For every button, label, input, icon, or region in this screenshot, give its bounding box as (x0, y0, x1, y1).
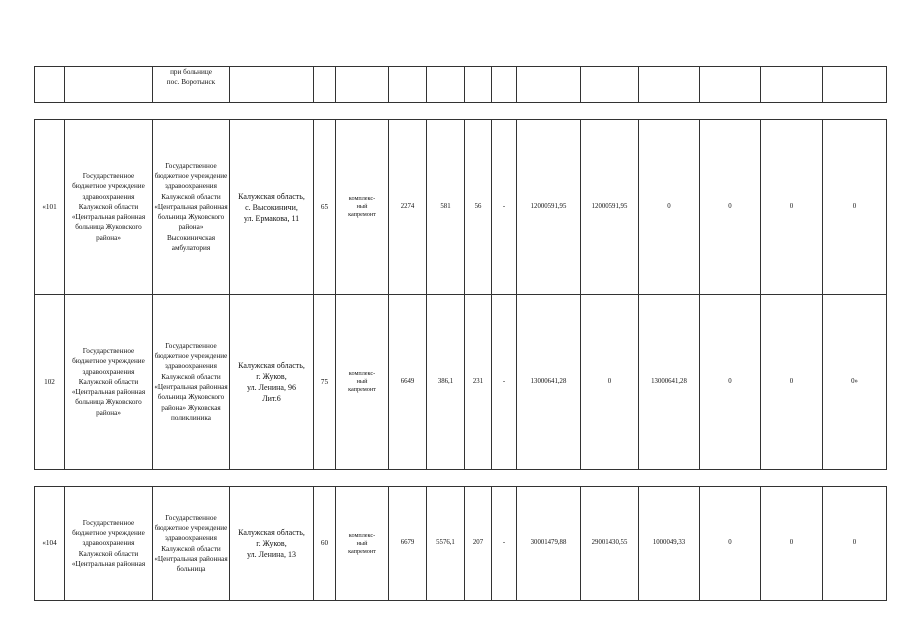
cell-number: «104 (35, 487, 65, 601)
cell-reg (639, 67, 700, 103)
cell-reg: 1000049,33 (639, 487, 700, 601)
cell-number: «101 (35, 120, 65, 295)
cell-c2: 386,1 (427, 295, 465, 470)
cell-v1 (700, 67, 761, 103)
cell-c4: - (492, 487, 517, 601)
cell-customer: Государственное бюджетное учреждение здравоохранения Калужской области «Центральная районная больница Жуковского района» (65, 295, 153, 470)
cell-number: 102 (35, 295, 65, 470)
cell-work-type: комплекс- ный капремонт (336, 295, 389, 470)
cell-facility: Государственное бюджетное учреждение здравоохранения Калужской области «Центральная районная больница Жуковского района» Высокиничская амбулатория (153, 120, 230, 295)
cell-facility: при больнице пос. Воротынск (153, 67, 230, 103)
cell-work-type (336, 67, 389, 103)
cell-c3: 207 (465, 487, 492, 601)
cell-customer (65, 67, 153, 103)
cell-reg: 13000641,28 (639, 295, 700, 470)
cell-v1: 0 (700, 120, 761, 295)
cell-c2: 581 (427, 120, 465, 295)
cell-number (35, 67, 65, 103)
cell-c2 (427, 67, 465, 103)
cell-c3: 56 (465, 120, 492, 295)
cell-v2 (761, 67, 823, 103)
cell-total (517, 67, 581, 103)
cell-total: 13000641,28 (517, 295, 581, 470)
table-row (35, 67, 887, 103)
cell-fed: 29001430,55 (581, 487, 639, 601)
cell-c2: 5576,1 (427, 487, 465, 601)
cell-customer: Государственное бюджетное учреждение здравоохранения Калужской области «Центральная районная больница Жуковского района» (65, 120, 153, 295)
cell-year: 65 (314, 120, 336, 295)
cell-v2: 0 (761, 120, 823, 295)
cell-v3: 0 (823, 120, 887, 295)
table-row (35, 120, 887, 295)
cell-address: Калужская область, г. Жуков, ул. Ленина, 96 Лит.6 (230, 295, 314, 470)
cell-total: 30001479,88 (517, 487, 581, 601)
cell-c4 (492, 67, 517, 103)
cell-year (314, 67, 336, 103)
cell-v2: 0 (761, 295, 823, 470)
cell-c4: - (492, 120, 517, 295)
cell-facility: Государственное бюджетное учреждение здравоохранения Калужской области «Центральная районная больница Жуковского района» Жуковская поликлиника (153, 295, 230, 470)
cell-v3: 0» (823, 295, 887, 470)
table-row (35, 487, 887, 601)
cell-total: 12000591,95 (517, 120, 581, 295)
cell-facility: Государственное бюджетное учреждение здравоохранения Калужской области «Центральная районная больница (153, 487, 230, 601)
cell-c1: 6649 (389, 295, 427, 470)
cell-fed: 0 (581, 295, 639, 470)
cell-fed (581, 67, 639, 103)
cell-reg: 0 (639, 120, 700, 295)
cell-address: Калужская область, с. Высокиничи, ул. Ермакова, 11 (230, 120, 314, 295)
cell-address: Калужская область, г. Жуков, ул. Ленина, 13 (230, 487, 314, 601)
cell-c1 (389, 67, 427, 103)
cell-customer: Государственное бюджетное учреждение здравоохранения Калужской области «Центральная районная (65, 487, 153, 601)
cell-v1: 0 (700, 295, 761, 470)
table-fragment-main (34, 119, 887, 470)
cell-c1: 6679 (389, 487, 427, 601)
cell-work-type: комплекс- ный капремонт (336, 487, 389, 601)
table-fragment-top (34, 66, 887, 103)
cell-v3: 0 (823, 487, 887, 601)
cell-year: 60 (314, 487, 336, 601)
cell-work-type: комплекс- ный капремонт (336, 120, 389, 295)
cell-address (230, 67, 314, 103)
cell-c4: - (492, 295, 517, 470)
table-row (35, 295, 887, 470)
cell-c3: 231 (465, 295, 492, 470)
cell-v1: 0 (700, 487, 761, 601)
cell-year: 75 (314, 295, 336, 470)
cell-c1: 2274 (389, 120, 427, 295)
table-fragment-bottom (34, 486, 887, 601)
cell-v2: 0 (761, 487, 823, 601)
cell-v3 (823, 67, 887, 103)
cell-c3 (465, 67, 492, 103)
cell-fed: 12000591,95 (581, 120, 639, 295)
